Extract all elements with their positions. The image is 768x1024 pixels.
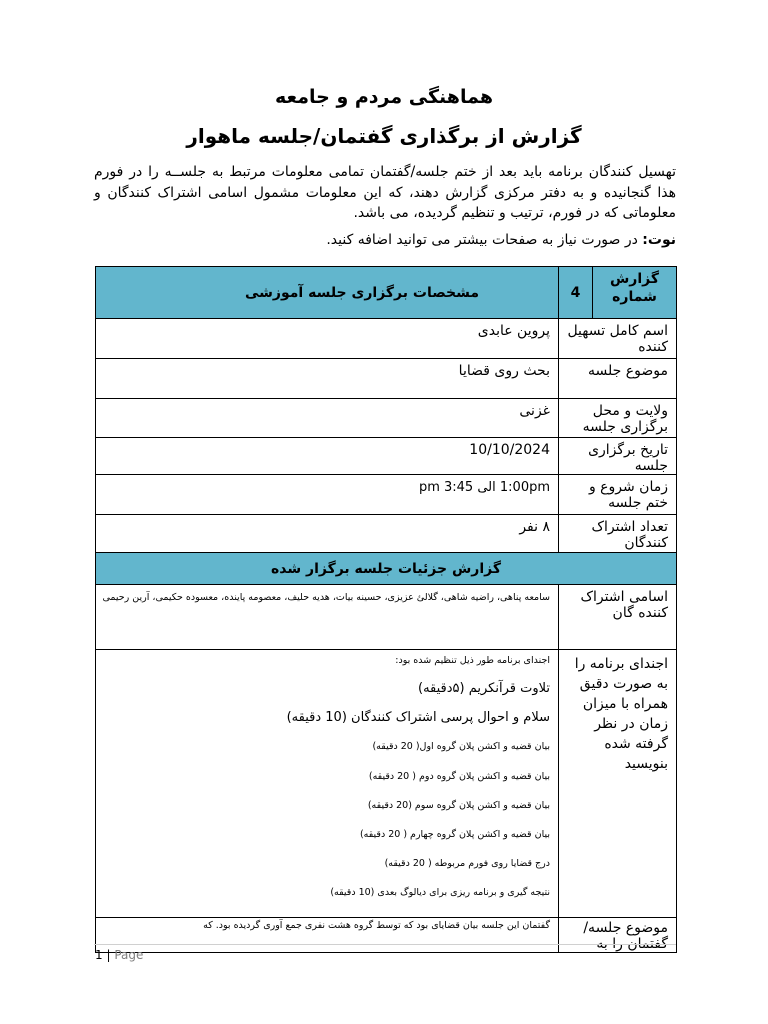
location-value: غزنی [96, 399, 559, 438]
location-label: ولایت و محل برگزاری جلسه [559, 399, 677, 438]
agenda-item: بیان قضیه و اکشن پلان گروه سوم (20 دقیقه) [367, 800, 550, 811]
intro-paragraph: تهسیل کنندگان برنامه باید بعد از ختم جلسه/گفتمان تمامی معلومات مرتبط به جلســه را در فورم هذا گنجانیده و به دفتر مرکزی گزارش دهند، که این معلومات مشمول اسامی اشتراک کنندگان و معلوماتی که در فورم، ترتیب و تنظیم گردیده، می باشد. [94, 164, 676, 221]
topic-value: بحث روی قضایا [96, 359, 559, 399]
participant-count-value: ۸ نفر [96, 515, 559, 553]
agenda-label: اجندای برنامه را به صورت دقیق همراه با میزان زمان در نظر گرفته شده بنویسید [559, 650, 677, 918]
time-value-text: 1:00pm الی 3:45 pm [418, 480, 550, 495]
report-number: 4 [559, 267, 593, 319]
facilitator-label: اسم کامل تسهیل کننده [559, 319, 677, 359]
agenda-item: نتیجه گیری و برنامه ریزی برای دیالوگ بعدی (10 دقیقه) [330, 887, 550, 898]
note-label: نوت: [642, 232, 676, 248]
agenda-item: سلام و احوال پرسی اشتراک کنندگان (10 دقیقه) [286, 710, 550, 725]
report-table [95, 266, 677, 953]
agenda-item: درج قضایا روی فورم مربوطه ( 20 دقیقه) [384, 858, 550, 869]
discussion-topic-value: گفتمان این جلسه بیان قضایای بود که توسط گروه هشت نفری جمع آوری گردیده بود. که [96, 918, 559, 953]
topic-label: موضوع جلسه [559, 359, 677, 399]
date-value: 10/10/2024 [96, 438, 559, 475]
participants-value: سامعه پناهی، راضیه شاهی، گلالئ عزیزی، حسینه بیات، هدیه حلیف، معصومه پاینده، معسوده حکیمی، آرین رحیمی [96, 585, 559, 650]
time-label: زمان شروع و ختم جلسه [559, 475, 677, 515]
footer-divider [94, 944, 676, 945]
page-word: Page [114, 948, 144, 962]
footer-separator: | [106, 948, 111, 962]
agenda-intro: اجندای برنامه طور ذیل تنظیم شده بود: [395, 655, 550, 666]
agenda-item: بیان قضیه و اکشن پلان گروه چهارم ( 20 دقیقه) [359, 829, 550, 840]
participant-count-label: تعداد اشتراک کنندگان [559, 515, 677, 553]
agenda-item: بیان قضیه و اکشن پلان گروه دوم ( 20 دقیقه) [368, 771, 550, 782]
agenda-list [96, 650, 559, 918]
header-title: مشخصات برگزاری جلسه آموزشی [96, 267, 559, 319]
details-section-title: گزارش جزئیات جلسه برگزار شده [96, 553, 677, 585]
facilitator-value: پروین عابدی [96, 319, 559, 359]
participants-label: اسامی اشتراک کننده گان [559, 585, 677, 650]
note-line [94, 232, 676, 248]
document-title: هماهنگی مردم و جامعه [275, 86, 493, 108]
time-value [96, 475, 559, 515]
note-text: در صورت نیاز به صفحات بیشتر می توانید اضافه کنید. [326, 232, 643, 248]
agenda-item: بیان قضیه و اکشن پلان گروه اول( 20 دقیقه) [372, 741, 550, 752]
page-footer [95, 948, 143, 962]
report-number-label: گزارش شماره [593, 267, 677, 319]
agenda-item: تلاوت قرآنکریم (۵دقیقه) [418, 681, 550, 696]
date-label: تاریخ برگزاری جلسه [559, 438, 677, 475]
page-number: 1 [95, 948, 103, 962]
document-subtitle: گزارش از برگذاری گفتمان/جلسه ماهوار [186, 124, 582, 148]
discussion-topic-label: موضوع جلسه/گفتمان را به [559, 918, 677, 953]
